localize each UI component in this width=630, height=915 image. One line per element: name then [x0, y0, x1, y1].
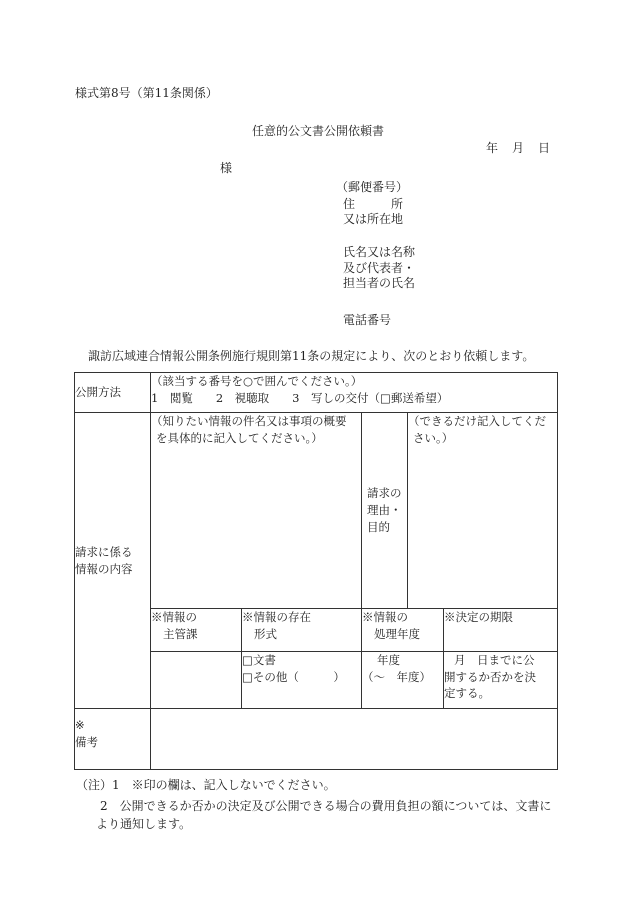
content-instruction-line1: （知りたい情報の件名又は事項の概要 [151, 414, 347, 428]
remarks-mark: ※ [75, 718, 85, 732]
postal-code-label: （郵便番号） [336, 180, 409, 194]
year-value-line2: （～ 年度） [362, 669, 431, 684]
content-label-cell [75, 413, 151, 709]
phone-label: 電話番号 [343, 313, 392, 327]
reason-label-line2: 理由・ [367, 503, 402, 518]
form-number: 様式第8号（第11条関係） [75, 86, 218, 100]
intro-text: 諏訪広域連合情報公開条例施行規則第11条の規定により、次のとおり依頼します。 [88, 349, 535, 363]
year-value-line1: 年度 [377, 653, 400, 667]
content-label-line1: 請求に係る [75, 544, 133, 559]
dept-header-line2: 主管課 [163, 626, 198, 641]
addressee-suffix: 様 [220, 161, 233, 175]
page-title: 任意的公文書公開依頼書 [252, 124, 385, 138]
deadline-value-line2: 開するか否かを決 [444, 669, 536, 684]
remarks-input-cell[interactable] [151, 709, 558, 770]
remarks-label: 備考 [75, 734, 98, 749]
dept-header-cell [151, 609, 242, 652]
address-label-line2: 又は所在地 [343, 212, 404, 226]
existence-header-line2: 形式 [254, 626, 277, 641]
content-input-cell[interactable] [151, 413, 362, 609]
method-cell[interactable] [151, 373, 558, 413]
year-header-cell [362, 609, 444, 652]
deadline-value-cell[interactable] [444, 652, 558, 709]
existence-header-line1: ※情報の存在 [242, 610, 311, 624]
deadline-header: ※決定の期限 [444, 610, 513, 624]
deadline-header-cell [444, 609, 558, 652]
name-label-line3: 担当者の氏名 [343, 276, 416, 290]
date-line: 年 月 日 [486, 141, 552, 155]
reason-label-line3: 目的 [367, 519, 390, 534]
remarks-label-cell [75, 709, 151, 770]
method-options: 1 閲覧 2 視聴取 3 写しの交付（□郵送希望） [151, 390, 449, 405]
dept-value-cell[interactable] [151, 652, 242, 709]
existence-header-cell [242, 609, 362, 652]
reason-instruction-line1: （できるだけ記入してくだ [408, 414, 546, 428]
method-label-cell [75, 373, 151, 413]
note-1: （注）1 ※印の欄は、記入しないでください。 [76, 778, 336, 792]
reason-label-line1: 請求の [367, 486, 402, 501]
method-label: 公開方法 [75, 385, 121, 400]
name-label-line2: 及び代表者・ [343, 261, 416, 275]
method-instruction: （該当する番号を○で囲んでください。） [151, 374, 363, 388]
name-label-line1: 氏名又は名称 [343, 245, 416, 259]
content-label-line2: 情報の内容 [75, 561, 133, 576]
reason-input-cell[interactable] [408, 413, 558, 609]
deadline-value-line1: 月 日までに公 [454, 653, 535, 667]
address-label-line1: 住 所 [343, 197, 404, 211]
note-2-continuation: より通知します。 [96, 817, 192, 831]
year-header-line1: ※情報の [362, 610, 408, 624]
reason-instruction-line2: さい。） [413, 430, 454, 445]
year-header-line2: 処理年度 [374, 626, 420, 641]
deadline-value-line3: 定する。 [444, 686, 490, 701]
reason-label-cell [362, 413, 408, 609]
dept-header-line1: ※情報の [151, 610, 197, 624]
existence-option-other[interactable]: □その他（ ） [242, 669, 345, 684]
existence-option-document[interactable]: □文書 [242, 653, 276, 667]
request-form-table [74, 372, 558, 770]
year-value-cell[interactable] [362, 652, 444, 709]
content-instruction-line2: を具体的に記入してください。） [156, 430, 323, 445]
note-2: 2 公開できるか否かの決定及び公開できる場合の費用負担の額については、文書に [100, 799, 552, 813]
existence-value-cell[interactable] [242, 652, 362, 709]
